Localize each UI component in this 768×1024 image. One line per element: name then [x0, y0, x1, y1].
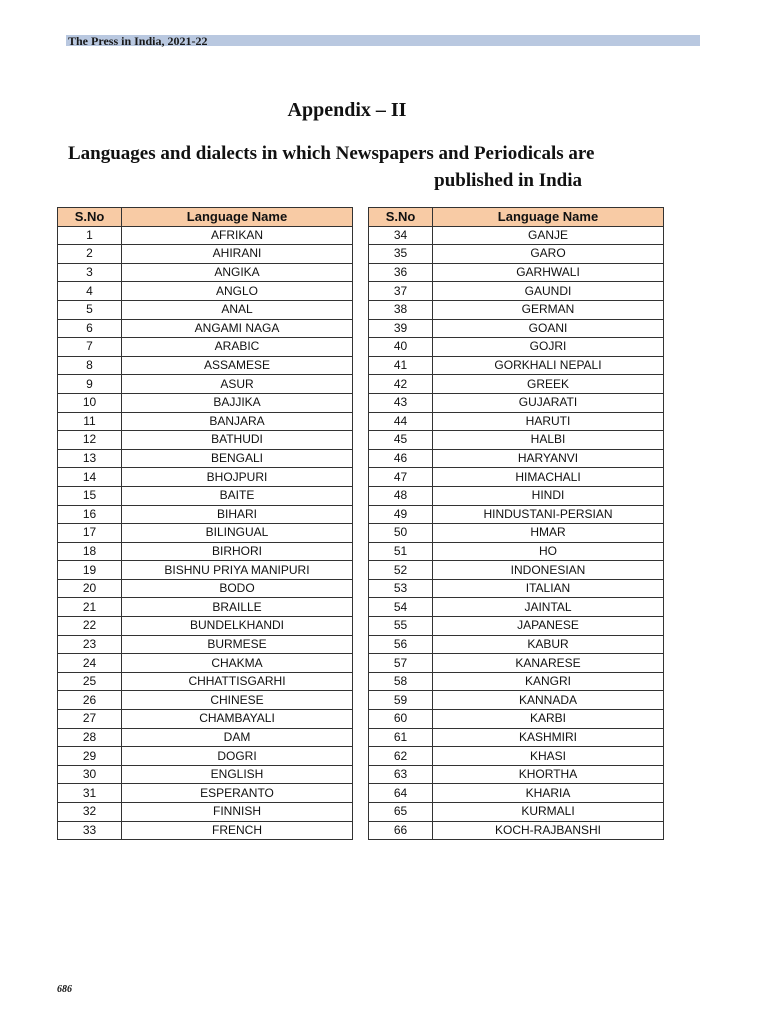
language-name-cell: BAITE [122, 486, 353, 505]
language-name-cell: HMAR [433, 524, 664, 543]
sno-cell: 42 [369, 375, 433, 394]
language-table-left-body [58, 226, 353, 840]
sno-cell: 66 [369, 821, 433, 840]
table-row [58, 561, 353, 580]
table-row [58, 524, 353, 543]
table-row [58, 505, 353, 524]
table-row [58, 691, 353, 710]
table-row [58, 338, 353, 357]
language-name-cell: ASSAMESE [122, 356, 353, 375]
sno-cell: 55 [369, 617, 433, 636]
language-name-cell: FINNISH [122, 803, 353, 822]
table-row [58, 803, 353, 822]
sno-cell: 44 [369, 412, 433, 431]
table-row [369, 486, 664, 505]
table-row [369, 300, 664, 319]
table-row [58, 617, 353, 636]
language-name-cell: ENGLISH [122, 765, 353, 784]
language-name-cell: KABUR [433, 635, 664, 654]
language-name-cell: ASUR [122, 375, 353, 394]
table-row [369, 784, 664, 803]
language-name-cell: KOCH-RAJBANSHI [433, 821, 664, 840]
language-name-cell: HARYANVI [433, 449, 664, 468]
language-table-right-body [369, 226, 664, 840]
sno-cell: 19 [58, 561, 122, 580]
table-row [58, 431, 353, 450]
sno-cell: 12 [58, 431, 122, 450]
language-name-cell: KURMALI [433, 803, 664, 822]
language-name-cell: HO [433, 542, 664, 561]
sno-cell: 16 [58, 505, 122, 524]
language-name-cell: HALBI [433, 431, 664, 450]
sno-cell: 36 [369, 263, 433, 282]
table-row [369, 561, 664, 580]
language-name-cell: KANNADA [433, 691, 664, 710]
sno-cell: 17 [58, 524, 122, 543]
table-row [58, 747, 353, 766]
sno-cell: 56 [369, 635, 433, 654]
table-row [369, 691, 664, 710]
table-row [369, 338, 664, 357]
table-row [58, 486, 353, 505]
sno-cell: 60 [369, 710, 433, 729]
sno-cell: 50 [369, 524, 433, 543]
table-row [58, 282, 353, 301]
sno-cell: 38 [369, 300, 433, 319]
sno-cell: 18 [58, 542, 122, 561]
table-row [369, 356, 664, 375]
language-name-header: Language Name [122, 208, 353, 227]
sno-cell: 5 [58, 300, 122, 319]
language-name-cell: GOJRI [433, 338, 664, 357]
language-name-cell: BENGALI [122, 449, 353, 468]
sno-cell: 26 [58, 691, 122, 710]
sno-cell: 11 [58, 412, 122, 431]
language-name-cell: BAJJIKA [122, 393, 353, 412]
language-name-cell: AHIRANI [122, 245, 353, 264]
language-name-cell: CHHATTISGARHI [122, 672, 353, 691]
caption-line-2: published in India [434, 170, 582, 191]
table-row [369, 672, 664, 691]
table-row [369, 263, 664, 282]
sno-cell: 7 [58, 338, 122, 357]
language-name-cell: BHOJPURI [122, 468, 353, 487]
table-row [58, 579, 353, 598]
sno-cell: 3 [58, 263, 122, 282]
sno-cell: 30 [58, 765, 122, 784]
table-row [369, 803, 664, 822]
sno-cell: 37 [369, 282, 433, 301]
sno-cell: 31 [58, 784, 122, 803]
sno-cell: 41 [369, 356, 433, 375]
table-row [369, 617, 664, 636]
sno-cell: 43 [369, 393, 433, 412]
table-row [369, 245, 664, 264]
language-name-cell: BISHNU PRIYA MANIPURI [122, 561, 353, 580]
language-name-cell: GARHWALI [433, 263, 664, 282]
language-name-cell: KHORTHA [433, 765, 664, 784]
running-header: The Press in India, 2021-22 [68, 34, 208, 48]
table-row [369, 728, 664, 747]
sno-cell: 1 [58, 226, 122, 245]
language-name-cell: BUNDELKHANDI [122, 617, 353, 636]
sno-cell: 21 [58, 598, 122, 617]
language-name-cell: GORKHALI NEPALI [433, 356, 664, 375]
language-name-cell: GERMAN [433, 300, 664, 319]
sno-cell: 32 [58, 803, 122, 822]
language-name-cell: KHARIA [433, 784, 664, 803]
language-name-cell: FRENCH [122, 821, 353, 840]
sno-cell: 62 [369, 747, 433, 766]
sno-cell: 13 [58, 449, 122, 468]
table-row [58, 375, 353, 394]
table-row [58, 226, 353, 245]
table-row [369, 765, 664, 784]
table-row [369, 579, 664, 598]
sno-cell: 23 [58, 635, 122, 654]
sno-cell: 61 [369, 728, 433, 747]
language-name-cell: INDONESIAN [433, 561, 664, 580]
sno-cell: 10 [58, 393, 122, 412]
sno-cell: 39 [369, 319, 433, 338]
table-row [58, 672, 353, 691]
sno-cell: 47 [369, 468, 433, 487]
sno-cell: 54 [369, 598, 433, 617]
language-name-cell: KANARESE [433, 654, 664, 673]
language-name-cell: KANGRI [433, 672, 664, 691]
sno-cell: 65 [369, 803, 433, 822]
language-name-cell: HARUTI [433, 412, 664, 431]
language-name-cell: BIHARI [122, 505, 353, 524]
language-name-cell: DOGRI [122, 747, 353, 766]
language-name-cell: CHINESE [122, 691, 353, 710]
table-row [369, 431, 664, 450]
language-name-header: Language Name [433, 208, 664, 227]
table-row [58, 710, 353, 729]
table-row [369, 226, 664, 245]
language-name-cell: BRAILLE [122, 598, 353, 617]
table-row [369, 505, 664, 524]
sno-cell: 15 [58, 486, 122, 505]
table-row [369, 282, 664, 301]
sno-header: S.No [369, 208, 433, 227]
table-row [369, 821, 664, 840]
sno-cell: 29 [58, 747, 122, 766]
sno-cell: 64 [369, 784, 433, 803]
sno-cell: 27 [58, 710, 122, 729]
sno-cell: 24 [58, 654, 122, 673]
language-name-cell: GREEK [433, 375, 664, 394]
table-row [369, 449, 664, 468]
table-row [369, 319, 664, 338]
language-name-cell: JAPANESE [433, 617, 664, 636]
language-name-cell: GOANI [433, 319, 664, 338]
language-name-cell: ITALIAN [433, 579, 664, 598]
table-row [58, 765, 353, 784]
table-row [58, 300, 353, 319]
table-row [58, 635, 353, 654]
table-row [369, 393, 664, 412]
sno-cell: 20 [58, 579, 122, 598]
table-row [369, 654, 664, 673]
language-name-cell: GAUNDI [433, 282, 664, 301]
table-row [369, 710, 664, 729]
table-row [58, 542, 353, 561]
sno-cell: 33 [58, 821, 122, 840]
sno-cell: 40 [369, 338, 433, 357]
sno-cell: 8 [58, 356, 122, 375]
table-row [369, 524, 664, 543]
table-row [58, 263, 353, 282]
table-row [58, 654, 353, 673]
sno-cell: 45 [369, 431, 433, 450]
language-name-cell: ARABIC [122, 338, 353, 357]
sno-cell: 57 [369, 654, 433, 673]
sno-cell: 28 [58, 728, 122, 747]
sno-cell: 52 [369, 561, 433, 580]
language-name-cell: HINDI [433, 486, 664, 505]
table-row [58, 728, 353, 747]
table-row [58, 784, 353, 803]
sno-cell: 51 [369, 542, 433, 561]
sno-cell: 4 [58, 282, 122, 301]
sno-cell: 35 [369, 245, 433, 264]
table-header-row [58, 208, 353, 227]
sno-cell: 6 [58, 319, 122, 338]
table-row [58, 356, 353, 375]
language-name-cell: GANJE [433, 226, 664, 245]
sno-cell: 53 [369, 579, 433, 598]
sno-cell: 49 [369, 505, 433, 524]
sno-cell: 63 [369, 765, 433, 784]
language-name-cell: BODO [122, 579, 353, 598]
table-row [369, 542, 664, 561]
table-row [58, 245, 353, 264]
sno-cell: 58 [369, 672, 433, 691]
table-row [58, 468, 353, 487]
table-row [58, 412, 353, 431]
table-row [58, 449, 353, 468]
table-row [369, 747, 664, 766]
language-name-cell: BURMESE [122, 635, 353, 654]
language-name-cell: BATHUDI [122, 431, 353, 450]
language-name-cell: BANJARA [122, 412, 353, 431]
sno-cell: 48 [369, 486, 433, 505]
language-name-cell: BIRHORI [122, 542, 353, 561]
language-name-cell: GUJARATI [433, 393, 664, 412]
sno-cell: 9 [58, 375, 122, 394]
language-name-cell: KARBI [433, 710, 664, 729]
page-number: 686 [57, 984, 72, 995]
language-name-cell: AFRIKAN [122, 226, 353, 245]
table-row [369, 468, 664, 487]
language-name-cell: KHASI [433, 747, 664, 766]
appendix-title: Appendix – II [287, 99, 407, 121]
language-table-left [57, 207, 353, 840]
language-name-cell: HINDUSTANI-PERSIAN [433, 505, 664, 524]
table-row [58, 393, 353, 412]
language-name-cell: CHAKMA [122, 654, 353, 673]
sno-cell: 59 [369, 691, 433, 710]
language-name-cell: ANGAMI NAGA [122, 319, 353, 338]
table-row [58, 598, 353, 617]
caption-line-1: Languages and dialects in which Newspapers and Periodicals are [68, 143, 595, 164]
language-name-cell: HIMACHALI [433, 468, 664, 487]
table-row [369, 635, 664, 654]
language-name-cell: KASHMIRI [433, 728, 664, 747]
sno-cell: 34 [369, 226, 433, 245]
language-name-cell: ANAL [122, 300, 353, 319]
language-name-cell: DAM [122, 728, 353, 747]
language-name-cell: CHAMBAYALI [122, 710, 353, 729]
table-header-row [369, 208, 664, 227]
language-name-cell: BILINGUAL [122, 524, 353, 543]
table-row [369, 412, 664, 431]
language-name-cell: GARO [433, 245, 664, 264]
sno-cell: 22 [58, 617, 122, 636]
language-name-cell: ANGIKA [122, 263, 353, 282]
sno-cell: 2 [58, 245, 122, 264]
language-name-cell: JAINTAL [433, 598, 664, 617]
table-row [58, 821, 353, 840]
table-row [58, 319, 353, 338]
language-table-right [368, 207, 664, 840]
sno-cell: 25 [58, 672, 122, 691]
language-name-cell: ESPERANTO [122, 784, 353, 803]
language-name-cell: ANGLO [122, 282, 353, 301]
table-caption [68, 140, 628, 194]
sno-cell: 46 [369, 449, 433, 468]
sno-header: S.No [58, 208, 122, 227]
sno-cell: 14 [58, 468, 122, 487]
table-row [369, 375, 664, 394]
table-row [369, 598, 664, 617]
